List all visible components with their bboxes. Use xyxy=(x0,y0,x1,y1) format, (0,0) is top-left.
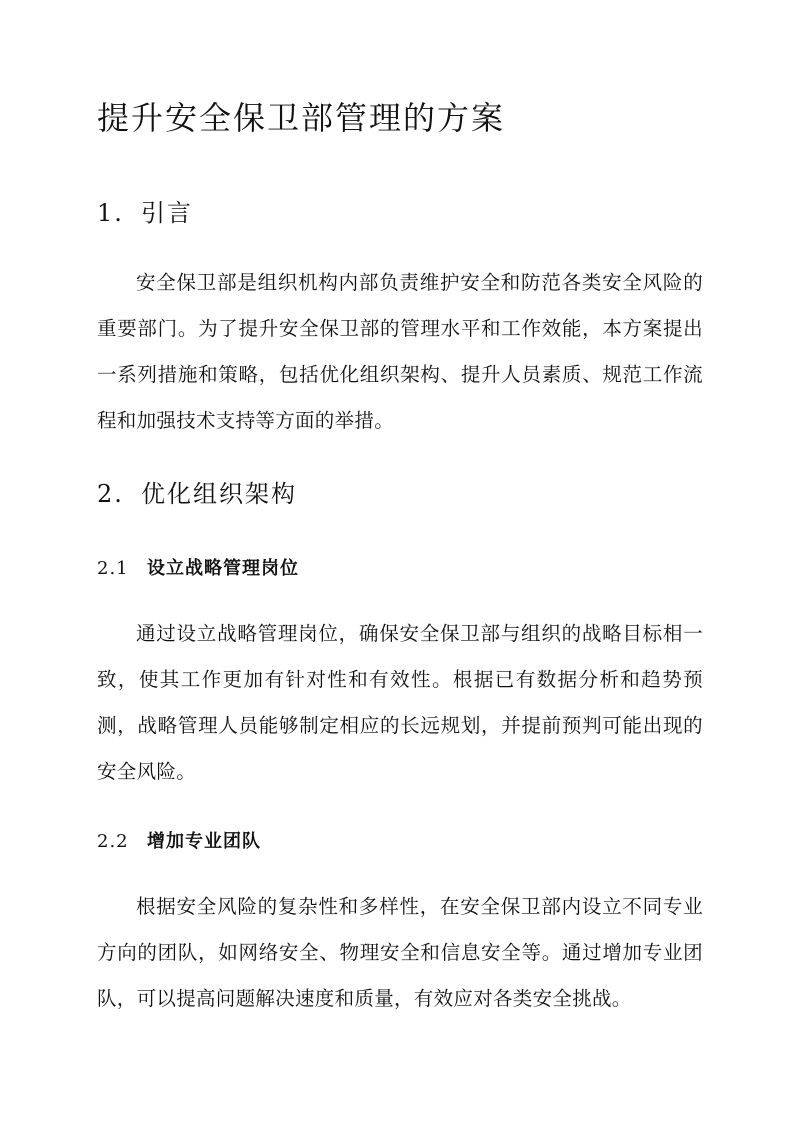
document-title: 提升安全保卫部管理的方案 xyxy=(97,99,506,137)
subsection-heading-teams xyxy=(97,829,261,855)
subsection-heading-strategy xyxy=(97,556,299,582)
subsection-number: 2.2 xyxy=(97,831,129,852)
section-heading-introduction xyxy=(97,196,193,230)
section-heading-organization xyxy=(97,477,297,511)
section-number: 1. xyxy=(97,199,124,227)
subsection-paragraph-strategy: 通过设立战略管理岗位，确保安全保卫部与组织的战略目标相一致，使其工作更加有针对性和有效性。根据已有数据分析和趋势预测，战略管理人员能够制定相应的长远规划，并提前预判可能出现的安全风险。 xyxy=(97,622,703,783)
subsection-title: 增加专业团队 xyxy=(147,831,261,852)
section-title: 优化组织架构 xyxy=(141,480,297,508)
subsection-number: 2.1 xyxy=(97,558,129,579)
section-paragraph-introduction: 安全保卫部是组织机构内部负责维护安全和防范各类安全风险的重要部门。为了提升安全保卫部的管理水平和工作效能，本方案提出一系列措施和策略，包括优化组织架构、提升人员素质、规范工作流程和加强技术支持等方面的举措。 xyxy=(97,271,703,432)
section-title: 引言 xyxy=(141,199,193,227)
subsection-paragraph-teams: 根据安全风险的复杂性和多样性，在安全保卫部内设立不同专业方向的团队，如网络安全、物理安全和信息安全等。通过增加专业团队，可以提高问题解决速度和质量，有效应对各类安全挑战。 xyxy=(97,895,703,1010)
section-number: 2. xyxy=(97,480,124,508)
subsection-title: 设立战略管理岗位 xyxy=(147,558,299,579)
